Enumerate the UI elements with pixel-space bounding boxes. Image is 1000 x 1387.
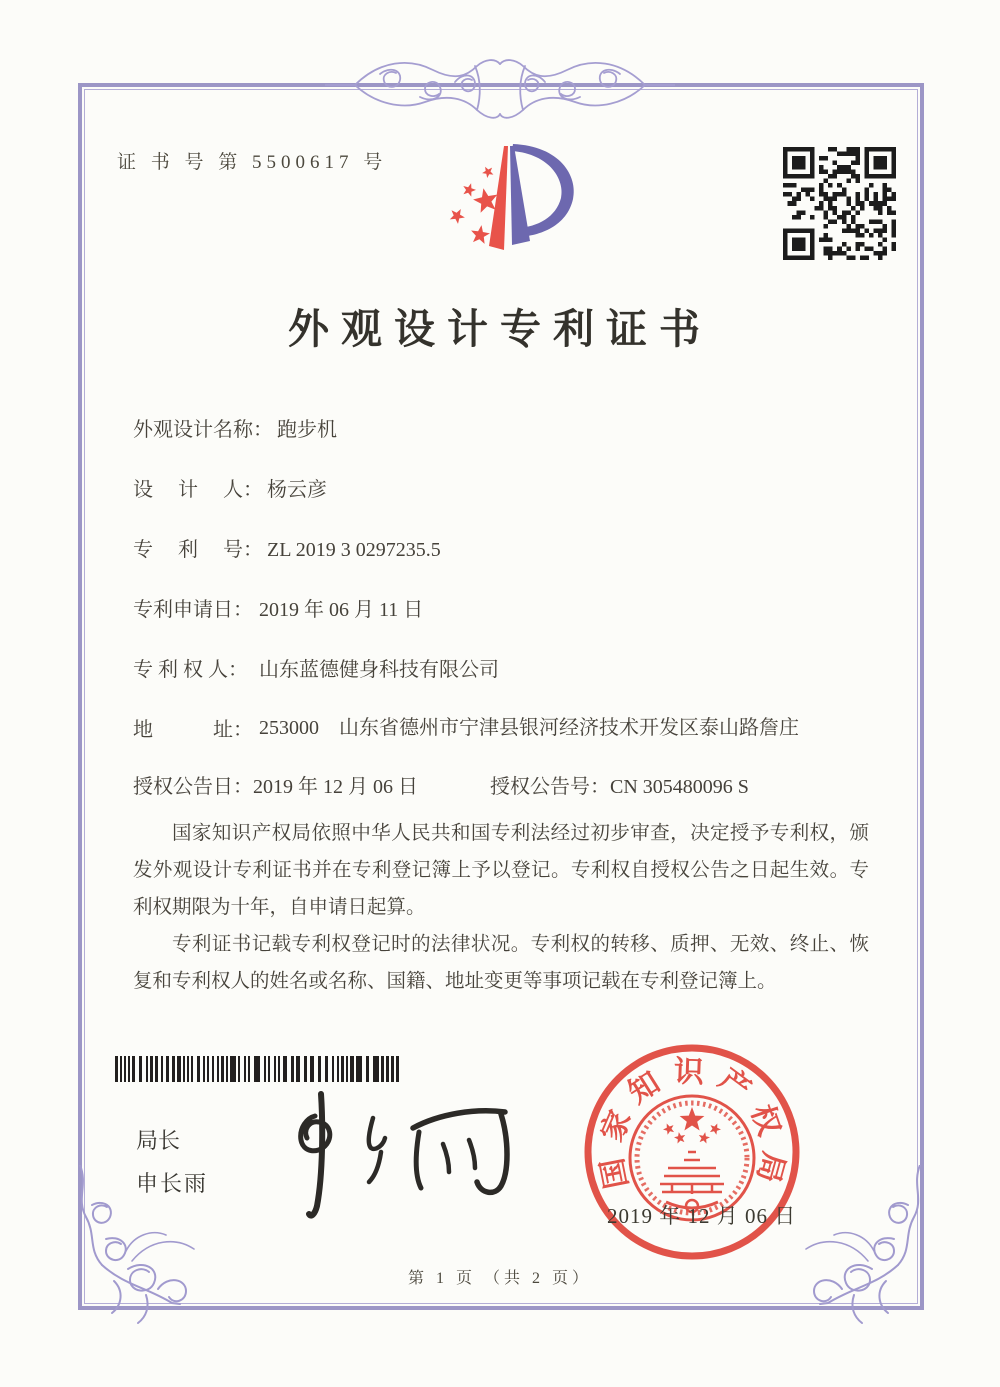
director-name: 申长雨 <box>136 1171 209 1196</box>
field-value: 253000 山东省德州市宁津县银河经济技术开发区泰山路詹庄 <box>259 717 799 739</box>
certificate-title: 外观设计专利证书 <box>288 306 712 352</box>
director-title: 局长 <box>136 1128 181 1153</box>
page-number-footer: 第 1 页 （共 2 页） <box>407 1270 592 1287</box>
seal-date: 2019 年 12 月 06 日 <box>607 1204 797 1228</box>
legal-paragraph-1: 国家知识产权局依照中华人民共和国专利法经过初步审查，决定授予专利权，颁发外观设计专利证书并在专利登记簿上予以登记。专利权自授权公告之日起生效。专利权期限为十年，自申请日起算。 <box>133 823 869 918</box>
seal-ring-text: 国家知识产权局 <box>593 1055 791 1198</box>
field-value: 杨云彦 <box>267 479 327 501</box>
field-patentee <box>133 653 499 682</box>
field-label: 专利申请日： <box>133 599 253 621</box>
legal-text <box>133 815 869 1000</box>
grant-date-value: 2019 年 12 月 06 日 <box>253 776 418 798</box>
grant-number-value: CN 305480096 S <box>610 776 749 798</box>
legal-paragraph-2: 专利证书记载专利权登记时的法律状况。专利权的转移、质押、无效、终止、恢复和专利权人的姓名或名称、国籍、地址变更等事项记载在专利登记簿上。 <box>133 934 869 992</box>
field-label: 地 址： <box>133 719 253 741</box>
field-value: 山东蓝德健身科技有限公司 <box>259 659 499 681</box>
field-label: 专 利 号： <box>133 539 263 561</box>
certificate-number: 证 书 号 第 5500617 号 <box>117 152 388 173</box>
field-value: 跑步机 <box>277 419 337 441</box>
field-label: 外观设计名称： <box>133 419 273 441</box>
grant-date-label: 授权公告日： <box>133 776 253 798</box>
grant-number-label: 授权公告号： <box>490 776 610 798</box>
grant-announcement-row <box>133 770 749 799</box>
signature-icon <box>263 1088 518 1223</box>
field-design-name <box>133 413 337 442</box>
field-value: ZL 2019 3 0297235.5 <box>267 539 441 561</box>
field-patent-number <box>133 533 441 562</box>
seal-emblem-stars <box>663 1107 721 1144</box>
cnipa-seal <box>576 1036 808 1268</box>
field-application-date <box>133 593 423 622</box>
qr-code-icon <box>783 147 896 260</box>
cnipa-logo-icon <box>420 138 600 266</box>
field-label: 设 计 人： <box>133 479 263 501</box>
field-address <box>133 713 884 743</box>
logo-stars <box>450 167 498 244</box>
field-label: 专 利 权 人： <box>133 659 248 681</box>
field-designer <box>133 473 327 502</box>
field-value: 2019 年 06 月 11 日 <box>259 599 424 621</box>
barcode-icon <box>115 1056 404 1082</box>
